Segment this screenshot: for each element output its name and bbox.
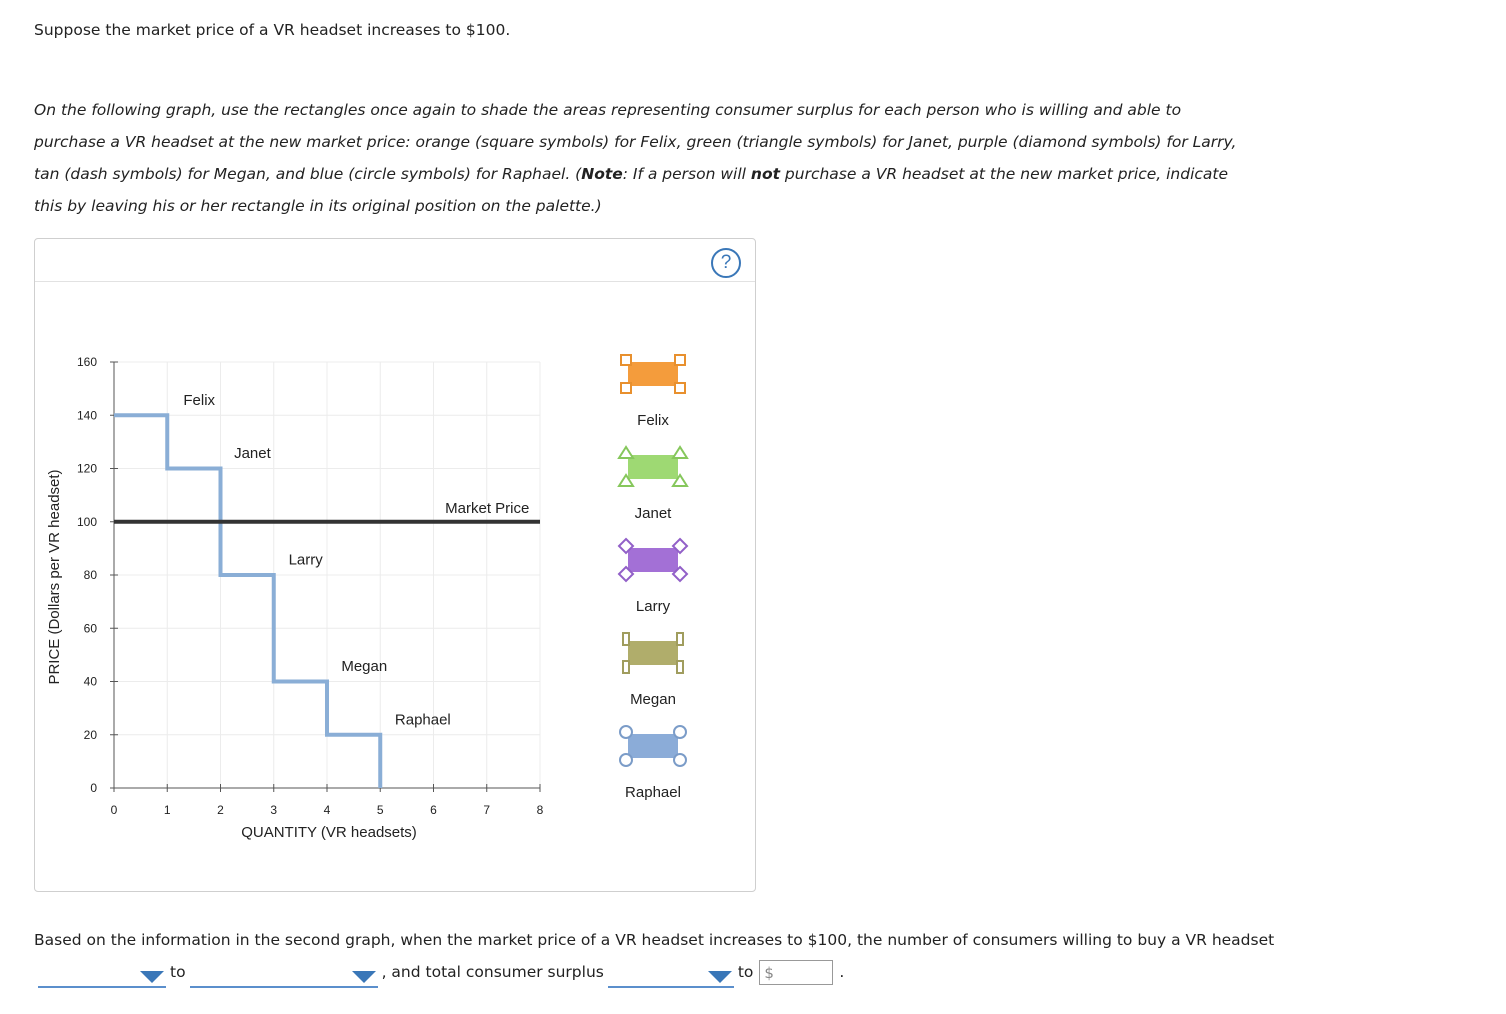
y-tick-label: 140 (76, 408, 97, 423)
help-icon[interactable]: ? (711, 248, 741, 278)
instructions-part3: purchase a VR headset at the new market price, indicate this by leaving his or her rectangle in its original position on the palette.) (34, 165, 1229, 215)
palette-rect-raphael[interactable] (620, 726, 686, 766)
demand-curve (114, 415, 380, 788)
surplus-change-dropdown[interactable] (608, 964, 734, 988)
x-tick-label: 3 (270, 803, 278, 817)
demand-graph (35, 239, 755, 891)
x-tick-label: 2 (217, 803, 224, 817)
consumers-change-dropdown[interactable] (38, 964, 166, 988)
dash-handle-icon (677, 661, 683, 673)
dash-handle-icon (623, 633, 629, 645)
circle-handle-icon (620, 754, 632, 766)
x-tick-label: 4 (323, 803, 331, 817)
x-tick-label: 6 (430, 803, 437, 817)
x-tick-label: 5 (376, 803, 384, 817)
chevron-down-icon (352, 971, 376, 983)
square-handle-icon (621, 383, 631, 393)
instructions-part2: : If a person will (622, 165, 751, 183)
palette-rect-janet[interactable] (619, 447, 687, 486)
step-label-megan: Megan (341, 658, 388, 676)
dash-handle-icon (677, 633, 683, 645)
x-axis-title: QUANTITY (VR headsets) (241, 824, 417, 841)
chevron-down-icon (708, 971, 732, 983)
surplus-amount-input[interactable] (759, 960, 833, 985)
question-text: Based on the information in the second graph, when the market price of a VR headset increases to $100, the number of consumers willing to buy a VR headset (34, 931, 1275, 949)
square-handle-icon (675, 383, 685, 393)
y-tick-label: 40 (83, 674, 97, 689)
circle-handle-icon (620, 726, 632, 738)
x-tick-label: 1 (163, 803, 171, 817)
instructions-part1: On the following graph, use the rectangles once again to shade the areas representing consumer surplus for each person who is willing and able to purchase a VR headset at the new market price: orange (square symbols) for Felix, green (triangle symbols) for Janet, purple (diamond symbols) for Larry, tan (dash symbols) for Megan, and blue (circle symbols) for Raphael. ( (34, 101, 1237, 183)
palette-label-felix: Felix (637, 412, 669, 429)
palette-label-megan: Megan (630, 691, 676, 708)
y-tick-label: 60 (83, 621, 97, 636)
to-label-1: to (170, 963, 186, 981)
question-block (34, 924, 1334, 988)
note-label: Note (581, 165, 623, 183)
currency-symbol: $ (764, 964, 774, 982)
period-text: . (839, 963, 845, 981)
palette-rect-felix[interactable] (621, 355, 685, 393)
y-tick-label: 120 (76, 461, 97, 476)
palette-label-janet: Janet (634, 505, 672, 522)
y-tick-label: 160 (76, 355, 97, 369)
step-label-felix: Felix (183, 391, 216, 409)
circle-handle-icon (674, 754, 686, 766)
y-tick-label: 100 (76, 514, 97, 529)
y-tick-label: 20 (83, 727, 97, 742)
square-handle-icon (621, 355, 631, 365)
palette-rect-megan[interactable] (623, 633, 683, 673)
y-tick-label: 0 (90, 781, 97, 795)
circle-handle-icon (674, 726, 686, 738)
y-tick-label: 80 (83, 568, 97, 582)
graph-panel (34, 238, 756, 892)
square-handle-icon (675, 355, 685, 365)
palette-label-larry: Larry (635, 598, 671, 615)
palette-label-raphael: Raphael (625, 784, 681, 801)
step-label-raphael: Raphael (394, 711, 451, 729)
x-tick-label: 8 (536, 803, 544, 817)
dash-handle-icon (623, 661, 629, 673)
triangle-handle-icon (619, 447, 633, 458)
palette-rect-larry[interactable] (619, 539, 687, 581)
to-label-2: to (737, 963, 754, 981)
step-label-larry: Larry (288, 551, 323, 569)
surplus-text: , and total consumer surplus (381, 963, 604, 981)
chevron-down-icon (140, 971, 164, 983)
instructions-text (34, 94, 1254, 222)
market-price-label: Market Price (445, 499, 530, 517)
y-axis-title: PRICE (Dollars per VR headset) (46, 469, 63, 685)
step-label-janet: Janet (234, 445, 271, 463)
intro-text: Suppose the market price of a VR headset increases to $100. (34, 21, 511, 39)
consumers-count-dropdown[interactable] (190, 964, 378, 988)
x-tick-label: 7 (483, 803, 491, 817)
triangle-handle-icon (673, 447, 687, 458)
not-word: not (750, 165, 780, 183)
x-tick-label: 0 (110, 803, 118, 817)
